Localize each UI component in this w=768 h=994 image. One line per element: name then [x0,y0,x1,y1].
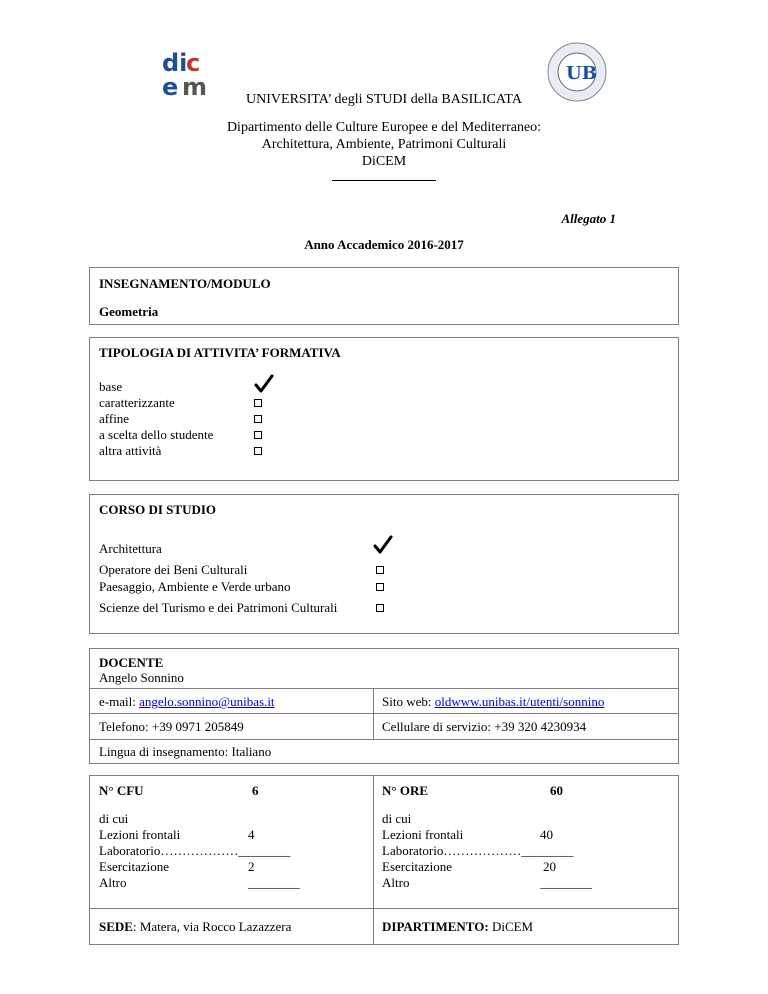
tipologia-title: TIPOLOGIA DI ATTIVITA’ FORMATIVA [99,345,341,360]
checkbox-turismo[interactable] [376,604,384,612]
checkbox-caratterizzante[interactable] [254,399,262,407]
cfu-ore-box [89,775,679,945]
insegnamento-box [89,267,679,325]
ore-altro-value: ________ [540,875,592,890]
ore-total: 60 [550,783,563,798]
department-line-1: Dipartimento delle Culture Europee e del Mediterraneo: [226,120,542,135]
allegato-label: Allegato 1 [561,211,616,226]
svg-text:UB: UB [566,63,597,84]
checkbox-altra[interactable] [254,447,262,455]
dipartimento-value: DiCEM [488,919,534,934]
tipologia-box [89,337,679,481]
tipologia-option-altra: altra attività [99,443,162,458]
cfu-lab-label: Laboratorio………………________ [99,843,291,858]
corso-box [89,494,679,634]
ore-title: N° ORE [382,783,429,798]
corso-option-paesaggio: Paesaggio, Ambiente e Verde urbano [99,579,291,594]
corso-option-architettura: Architettura [99,541,162,556]
sede-label: SEDE [99,919,133,934]
svg-text:e: e [162,73,179,99]
cfu-ore-column-divider [373,776,374,944]
ore-lab-label: Laboratorio………………________ [382,843,574,858]
tipologia-option-affine: affine [99,411,130,426]
cfu-altro-value: ________ [248,875,300,890]
academic-year: Anno Accademico 2016-2017 [304,237,464,252]
tipologia-option-scelta: a scelta dello studente [99,427,214,442]
cfu-eserc-value: 2 [248,859,255,874]
sede-value: : Matera, via Rocco Lazazzera [132,919,292,934]
dipartimento-label: DIPARTIMENTO: [382,919,489,934]
checkbox-scelta[interactable] [254,431,262,439]
svg-text:c: c [186,49,201,77]
department-line-2: Architettura, Ambiente, Patrimoni Culturali [261,137,507,152]
svg-text:di: di [162,49,188,77]
phone: Telefono: +39 0971 205849 [99,719,244,734]
svg-text:m: m [182,73,208,99]
insegnamento-value: Geometria [99,304,159,319]
corso-option-beni-culturali: Operatore dei Beni Culturali [99,562,248,577]
ore-lezioni-value: 40 [540,827,553,842]
cfu-lezioni-label: Lezioni frontali [99,827,181,842]
ore-lezioni-label: Lezioni frontali [382,827,464,842]
docente-divider-1 [90,688,678,689]
docente-box [89,648,679,764]
web-label: Sito web: [382,694,435,709]
corso-option-turismo: Scienze del Turismo e dei Patrimoni Culturali [99,600,338,615]
cfu-total: 6 [252,783,259,798]
department-abbr: DiCEM [361,154,407,169]
header-divider [332,180,436,181]
cfu-dicui: di cui [99,811,129,826]
insegnamento-title: INSEGNAMENTO/MODULO [99,276,271,291]
ore-dicui: di cui [382,811,412,826]
checkbox-affine[interactable] [254,415,262,423]
docente-divider-2 [90,713,678,714]
email-row [99,694,275,710]
checkmark-icon[interactable] [373,535,393,555]
web-row [382,694,604,710]
email-label: e-mail: [99,694,140,709]
checkbox-paesaggio[interactable] [376,583,384,591]
ore-eserc-label: Esercitazione [382,859,453,874]
email-link[interactable]: angelo.sonnino@unibas.it [139,694,275,709]
mobile: Cellulare di servizio: +39 320 4230934 [382,719,587,734]
cfu-title: N° CFU [99,783,144,798]
tipologia-option-caratterizzante: caratterizzante [99,395,175,410]
cfu-lezioni-value: 4 [248,827,255,842]
lingua: Lingua di insegnamento: Italiano [99,744,272,759]
corso-title: CORSO DI STUDIO [99,502,217,517]
university-name: UNIVERSITA’ degli STUDI della BASILICATA [246,92,522,107]
docente-title: DOCENTE [99,655,164,670]
cfu-altro-label: Altro [99,875,127,890]
checkmark-icon[interactable] [254,374,274,394]
cfu-ore-divider [90,908,678,909]
cfu-eserc-label: Esercitazione [99,859,170,874]
checkbox-beni-culturali[interactable] [376,566,384,574]
docente-divider-3 [90,739,678,740]
docente-column-divider [373,688,374,740]
dipartimento-row [382,919,533,935]
ore-altro-label: Altro [382,875,410,890]
ore-eserc-value: 20 [543,859,556,874]
docente-name: Angelo Sonnino [99,670,184,685]
sede-row [99,919,291,935]
web-link[interactable]: oldwww.unibas.it/utenti/sonnino [434,694,605,709]
tipologia-option-base: base [99,379,123,394]
